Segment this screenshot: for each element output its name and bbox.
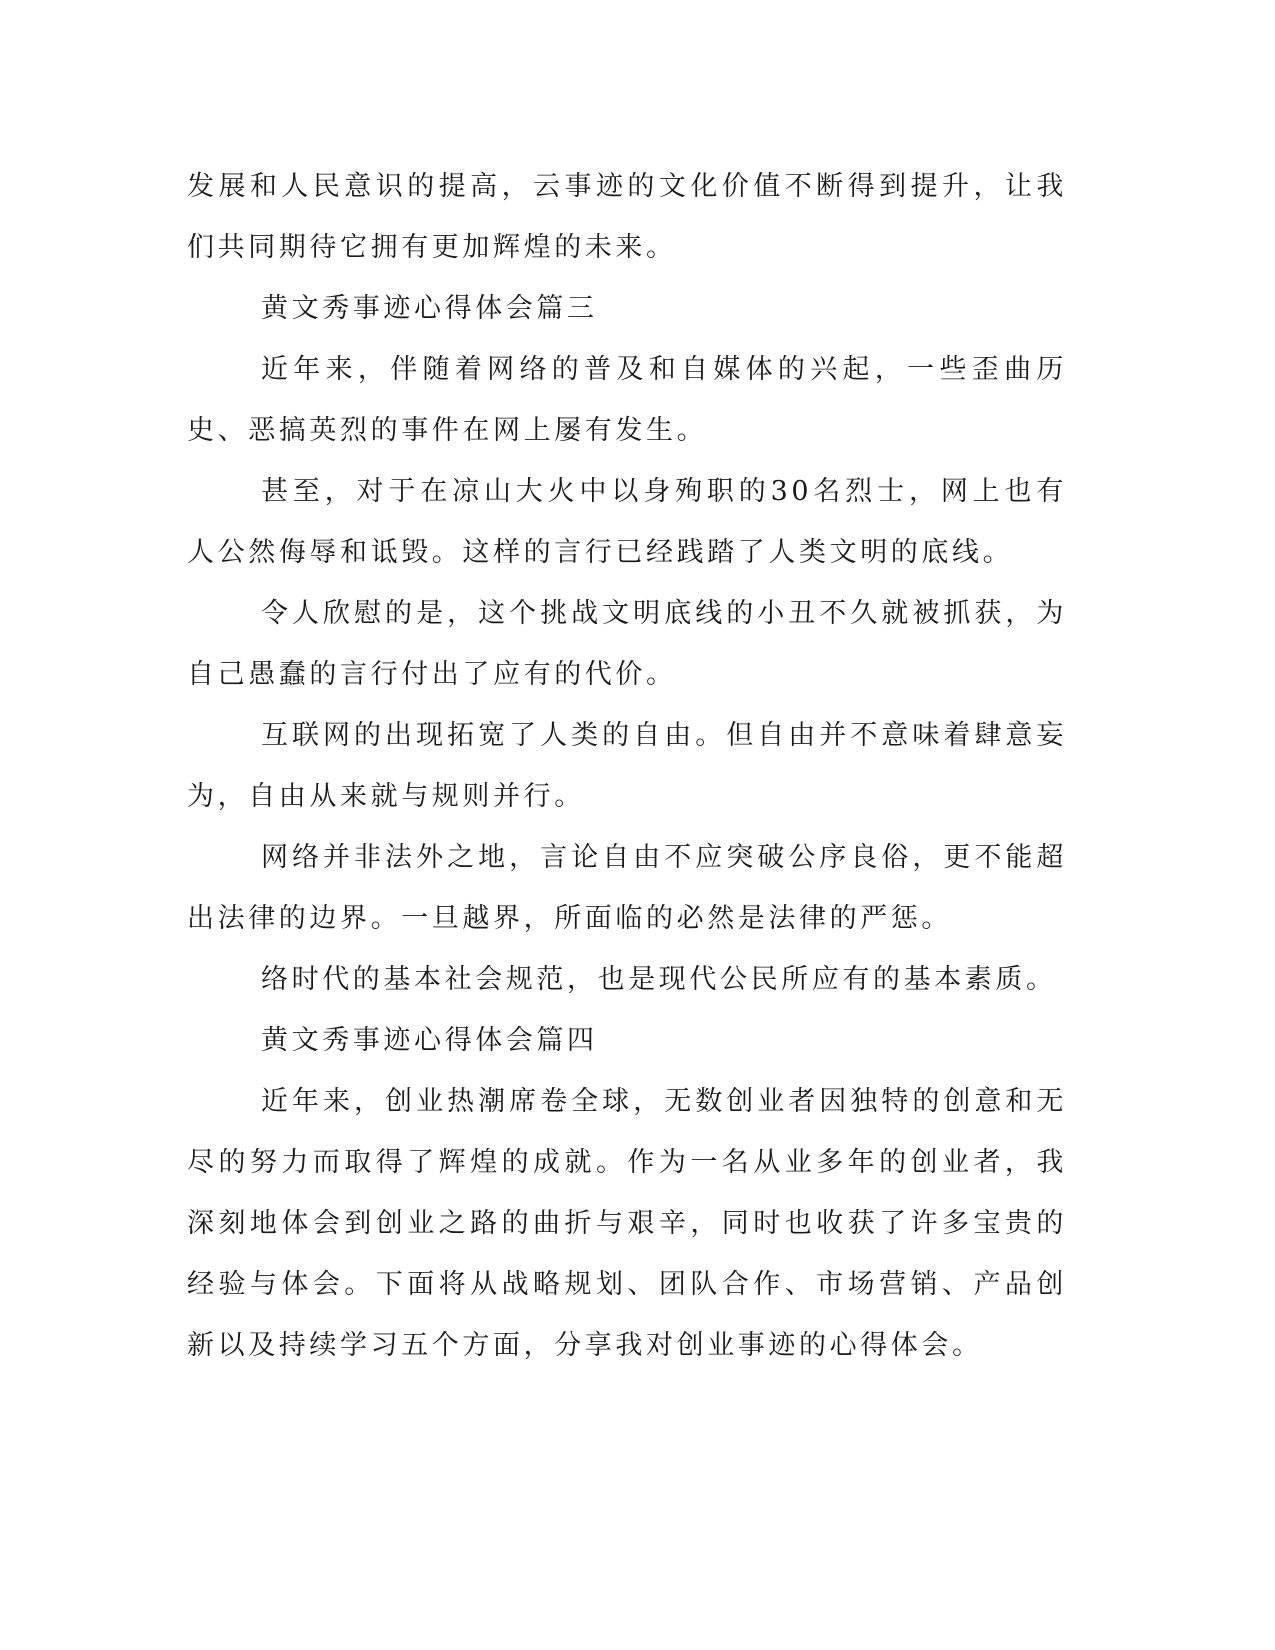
- paragraph-continuation: 发展和人民意识的提高，云事迹的文化价值不断得到提升，让我们共同期待它拥有更加辉煌的未来。: [187, 171, 1067, 263]
- paragraph: 互联网的出现拓宽了人类的自由。但自由并不意味着肆意妄为，自由从来就与规则并行。: [187, 720, 1067, 812]
- paragraph: 网络并非法外之地，言论自由不应突破公序良俗，更不能超出法律的边界。一旦越界，所面临的必然是法律的严惩。: [187, 842, 1067, 934]
- paragraph: 近年来，创业热潮席卷全球，无数创业者因独特的创意和无尽的努力而取得了辉煌的成就。作为一名从业多年的创业者，我深刻地体会到创业之路的曲折与艰辛，同时也收获了许多宝贵的经验与体会。下面将从战略规划、团队合作、市场营销、产品创新以及持续学习五个方面，分享我对创业事迹的心得体会。: [187, 1086, 1067, 1361]
- paragraph: 甚至，对于在凉山大火中以身殉职的30名烈士，网上也有人公然侮辱和诋毁。这样的言行已经践踏了人类文明的底线。: [187, 476, 1067, 568]
- document-body: [187, 156, 1067, 1376]
- paragraph: 近年来，伴随着网络的普及和自媒体的兴起，一些歪曲历史、恶搞英烈的事件在网上屡有发生。: [187, 354, 1067, 446]
- section-heading-part-four: 黄文秀事迹心得体会篇四: [261, 1025, 598, 1056]
- section-heading-part-three: 黄文秀事迹心得体会篇三: [261, 293, 598, 324]
- paragraph: 令人欣慰的是，这个挑战文明底线的小丑不久就被抓获，为自己愚蠢的言行付出了应有的代价。: [187, 598, 1067, 690]
- paragraph: 络时代的基本社会规范，也是现代公民所应有的基本素质。: [261, 964, 1057, 995]
